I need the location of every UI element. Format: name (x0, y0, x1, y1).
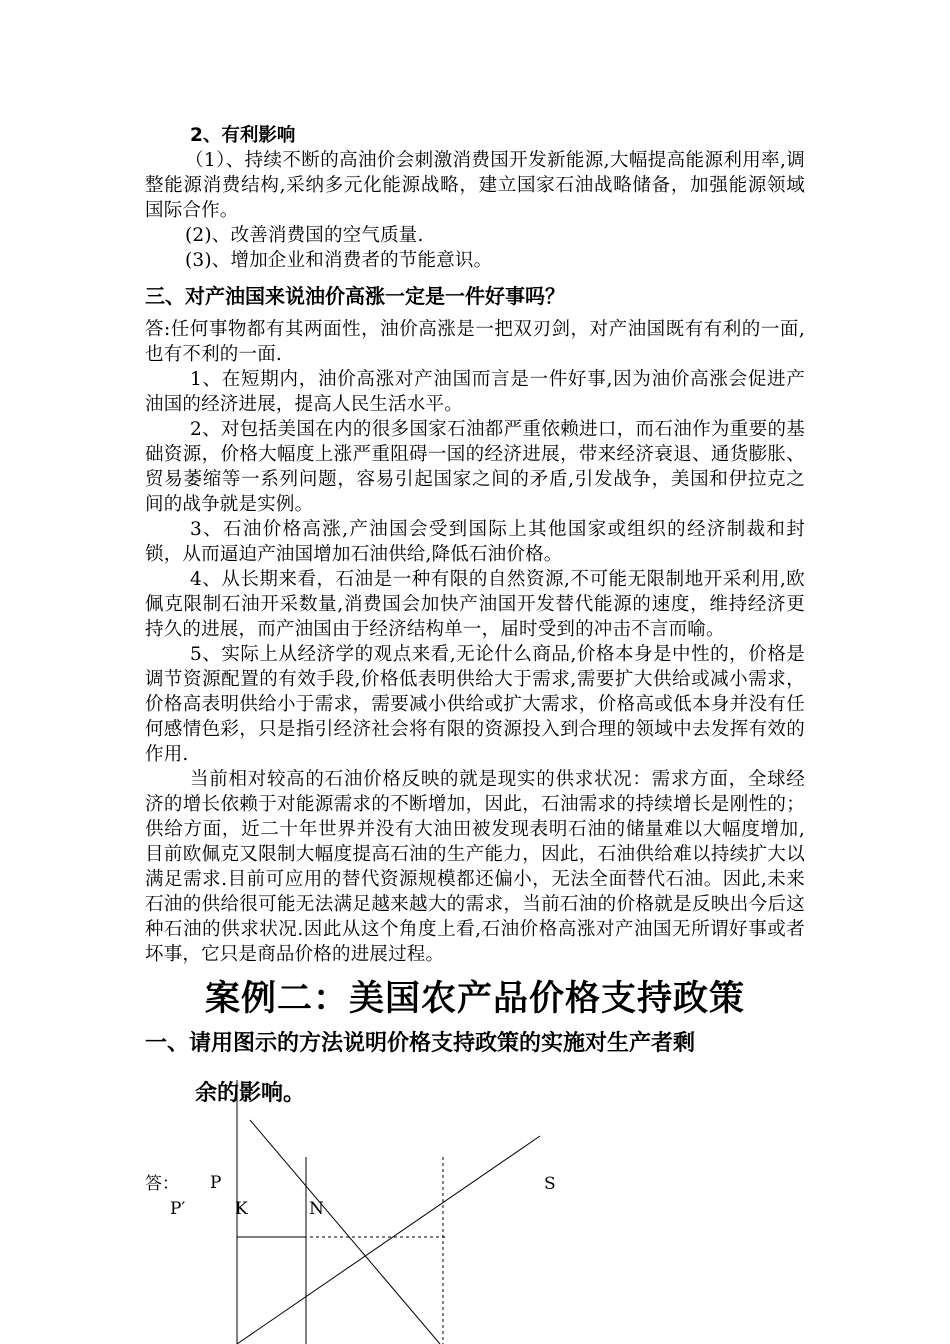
effects-heading: 2、有利影响 (190, 125, 296, 146)
label-n: N (309, 1199, 324, 1219)
point-3: 3、石油价格高涨,产油国会受到国际上其他国家或组织的经济制裁和封锁，从而逼迫产油国增加石油供给,降低石油价格。 (145, 519, 805, 565)
effect-item-2: (2)、改善消费国的空气质量. (185, 225, 424, 246)
case-two-title: 案例二：美国农产品价格支持政策 (204, 979, 745, 1019)
section-three-heading: 三、对产油国来说油价高涨一定是一件好事吗？ (145, 284, 565, 308)
case-two-question-line1: 一、请用图示的方法说明价格支持政策的实施对生产者剩 (145, 1031, 696, 1056)
case-two-question-line2: 余的影响。 (195, 1081, 306, 1106)
label-k: K (235, 1199, 248, 1219)
point-5: 5、实际上从经济学的观点来看,无论什么商品,价格本身是中性的，价格是调节资源配置的有效手段,价格低表明供给大于需求,需要扩大供给或减小需求，价格高表明供给小于需求，需要减小供给或扩大需求，价格高或低本身并没有任何感情色彩，只是指引经济社会将有限的资源投入到合理的领域中去发挥有效的作用. (145, 644, 805, 765)
label-p-axis: P (210, 1173, 222, 1193)
conclusion-paragraph: 当前相对较高的石油价格反映的就是现实的供求状况：需求方面，全球经济的增长依赖于对能源需求的不断增加，因此，石油需求的持续增长是刚性的；供给方面，近二十年世界并没有大油田被发现表明石油的储量难以大幅度增加,目前欧佩克又限制大幅度提高石油的生产能力，因此，石油供给难以持续扩大以满足需求.目前可应用的替代资源规模都还偏小，无法全面替代石油。因此,未来石油的供给很可能无法满足越来越大的需求，当前石油的价格就是反映出今后这种石油的供求状况.因此从这个角度上看,石油价格高涨对产油国无所谓好事或者坏事，它只是商品价格的进展过程。 (145, 769, 805, 965)
label-supply: S (544, 1174, 556, 1194)
point-1: 1、在短期内，油价高涨对产油国而言是一件好事,因为油价高涨会促进产油国的经济进展，提高人民生活水平。 (145, 369, 805, 415)
effect-item-1: （1）、持续不断的高油价会刺激消费国开发新能源,大幅提高能源利用率,调整能源消费结构,采纳多元化能源战略，建立国家石油战略储备，加强能源领域国际合作。 (145, 150, 805, 221)
point-2: 2、对包括美国在内的很多国家石油都严重依赖进口，而石油作为重要的基础资源，价格大幅度上涨严重阻碍一国的经济进展，带来经济衰退、通货膨胀、贸易萎缩等一系列问题，容易引起国家之间的矛盾,引发战争，美国和伊拉克之间的战争就是实例。 (145, 419, 805, 515)
demand-curve (250, 1120, 440, 1344)
point-4: 4、从长期来看，石油是一种有限的自然资源,不可能无限制地开采利用,欧佩克限制石油开采数量,消费国会加快产油国开发替代能源的速度，维持经济更持久的进展，而产油国由于经济结构单一，届时受到的冲击不言而喻。 (145, 569, 805, 640)
supply-curve (237, 1136, 540, 1344)
label-p-prime: P′ (170, 1199, 186, 1219)
answer-label: 答： (145, 1174, 179, 1194)
section-three-answer: 答:任何事物都有其两面性，油价高涨是一把双刃剑，对产油国既有有利的一面,也有不利的一面. (145, 319, 805, 365)
effect-item-3: (3)、增加企业和消费者的节能意识。 (185, 250, 493, 271)
